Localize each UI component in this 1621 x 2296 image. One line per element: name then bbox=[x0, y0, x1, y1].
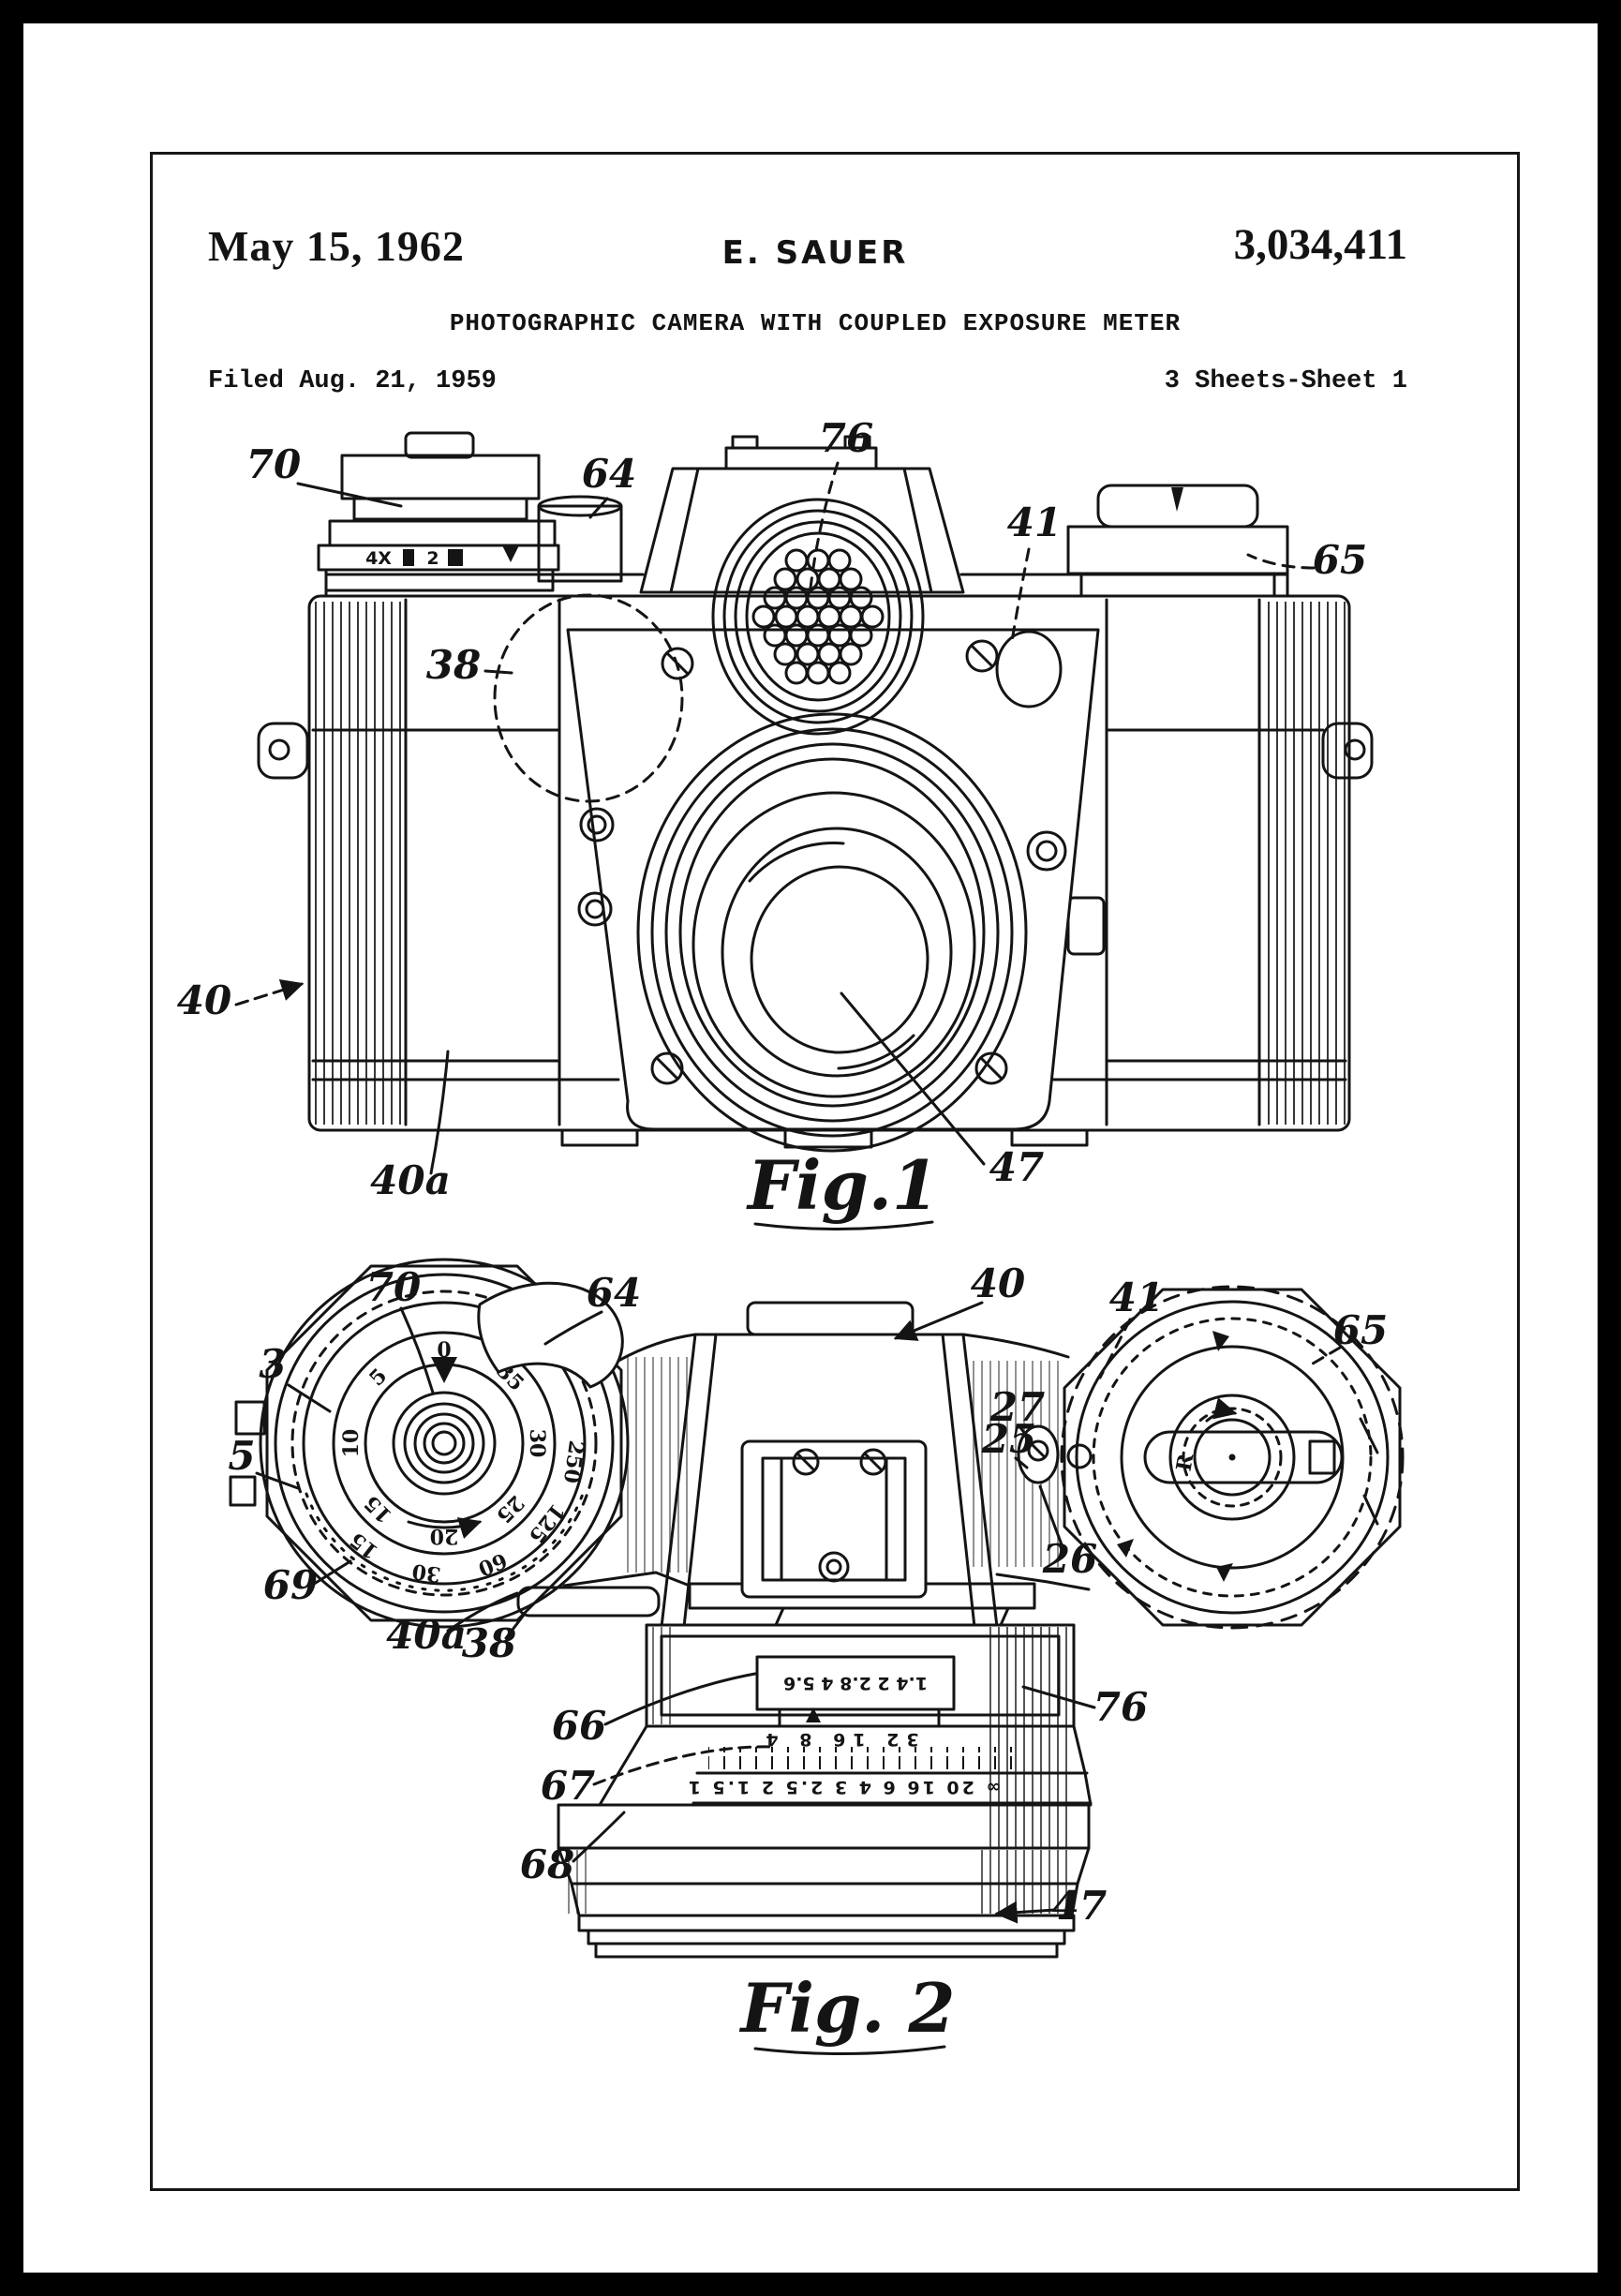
ref-38: 38 bbox=[425, 642, 482, 688]
filed-date: Filed Aug. 21, 1959 bbox=[208, 367, 497, 395]
ref-47: 47 bbox=[1051, 1883, 1108, 1929]
ref-67: 67 bbox=[540, 1763, 596, 1809]
ref-70: 70 bbox=[245, 441, 302, 487]
ref-40: 40 bbox=[970, 1260, 1026, 1306]
ref-70: 70 bbox=[365, 1264, 422, 1310]
svg-text:10: 10 bbox=[339, 1428, 364, 1458]
figure-1-camera-front-view bbox=[141, 412, 1405, 1237]
lens-board-plate bbox=[568, 630, 1098, 1129]
fig1-caption bbox=[746, 1145, 939, 1230]
shutter-speed-dial bbox=[319, 433, 558, 590]
distance-scale: ∞ 20 16 6 4 3 2.5 2 1.5 1 bbox=[685, 1777, 1002, 1797]
svg-text:60: 60 bbox=[474, 1547, 511, 1581]
svg-text:35: 35 bbox=[491, 1358, 529, 1396]
ref-69: 69 bbox=[262, 1562, 319, 1608]
ref-41: 41 bbox=[1006, 499, 1063, 545]
dial-marking-4x: 4X bbox=[365, 548, 392, 569]
ref-41: 41 bbox=[1108, 1275, 1165, 1320]
svg-text:Fig. 2: Fig. 2 bbox=[740, 1968, 956, 2048]
ref-40a: 40a bbox=[386, 1612, 467, 1658]
ref-47: 47 bbox=[989, 1144, 1045, 1190]
patent-title: PHOTOGRAPHIC CAMERA WITH COUPLED EXPOSURE METER bbox=[449, 309, 1182, 337]
ref-40a: 40a bbox=[370, 1157, 451, 1203]
accessory-shoe bbox=[742, 1441, 926, 1597]
inventor-name: E. SAUER bbox=[721, 234, 909, 272]
ref-64: 64 bbox=[581, 451, 637, 497]
fig2-caption bbox=[738, 1968, 955, 2054]
ref-5: 5 bbox=[228, 1433, 256, 1479]
ref-66: 66 bbox=[551, 1703, 607, 1749]
ref-38: 38 bbox=[461, 1620, 517, 1666]
svg-text:Fig.1: Fig.1 bbox=[748, 1145, 939, 1225]
aperture-scale: 32 16 8 4 bbox=[758, 1729, 919, 1750]
meter-window-scale: 1.4 2 2.8 4 5.6 bbox=[783, 1673, 928, 1693]
figure-2-camera-top-view bbox=[141, 1242, 1405, 2090]
svg-text:0: 0 bbox=[437, 1338, 452, 1363]
ref-65: 65 bbox=[1332, 1307, 1389, 1353]
ref-64: 64 bbox=[586, 1270, 642, 1316]
svg-text:15: 15 bbox=[359, 1490, 397, 1528]
ref-25: 25 bbox=[981, 1416, 1037, 1462]
exposure-meter-honeycomb bbox=[713, 499, 923, 734]
rewind-knob bbox=[1068, 485, 1287, 596]
ref-65: 65 bbox=[1312, 537, 1368, 583]
rewind-letter: R bbox=[1171, 1452, 1199, 1473]
svg-text:5: 5 bbox=[364, 1364, 393, 1392]
svg-text:20: 20 bbox=[429, 1524, 459, 1548]
ref-68: 68 bbox=[519, 1841, 575, 1887]
ref-76: 76 bbox=[1093, 1684, 1149, 1730]
svg-text:30: 30 bbox=[410, 1558, 443, 1588]
ref-76: 76 bbox=[818, 415, 874, 461]
ref-3: 3 bbox=[259, 1341, 287, 1387]
ref-27: 27 bbox=[989, 1384, 1046, 1430]
lens-barrel-top bbox=[558, 1625, 1091, 1957]
svg-text:30: 30 bbox=[525, 1428, 549, 1458]
ref-40: 40 bbox=[176, 977, 232, 1023]
svg-text:25: 25 bbox=[491, 1490, 529, 1528]
dial-marking-2: 2 bbox=[426, 548, 439, 569]
patent-date: May 15, 1962 bbox=[208, 222, 465, 270]
sheet-info: 3 Sheets-Sheet 1 bbox=[1164, 367, 1407, 395]
svg-text:250: 250 bbox=[558, 1439, 589, 1485]
svg-text:125: 125 bbox=[523, 1498, 570, 1548]
patent-number: 3,034,411 bbox=[1233, 220, 1407, 269]
svg-text:15: 15 bbox=[345, 1527, 383, 1564]
ref-26: 26 bbox=[1042, 1536, 1098, 1582]
